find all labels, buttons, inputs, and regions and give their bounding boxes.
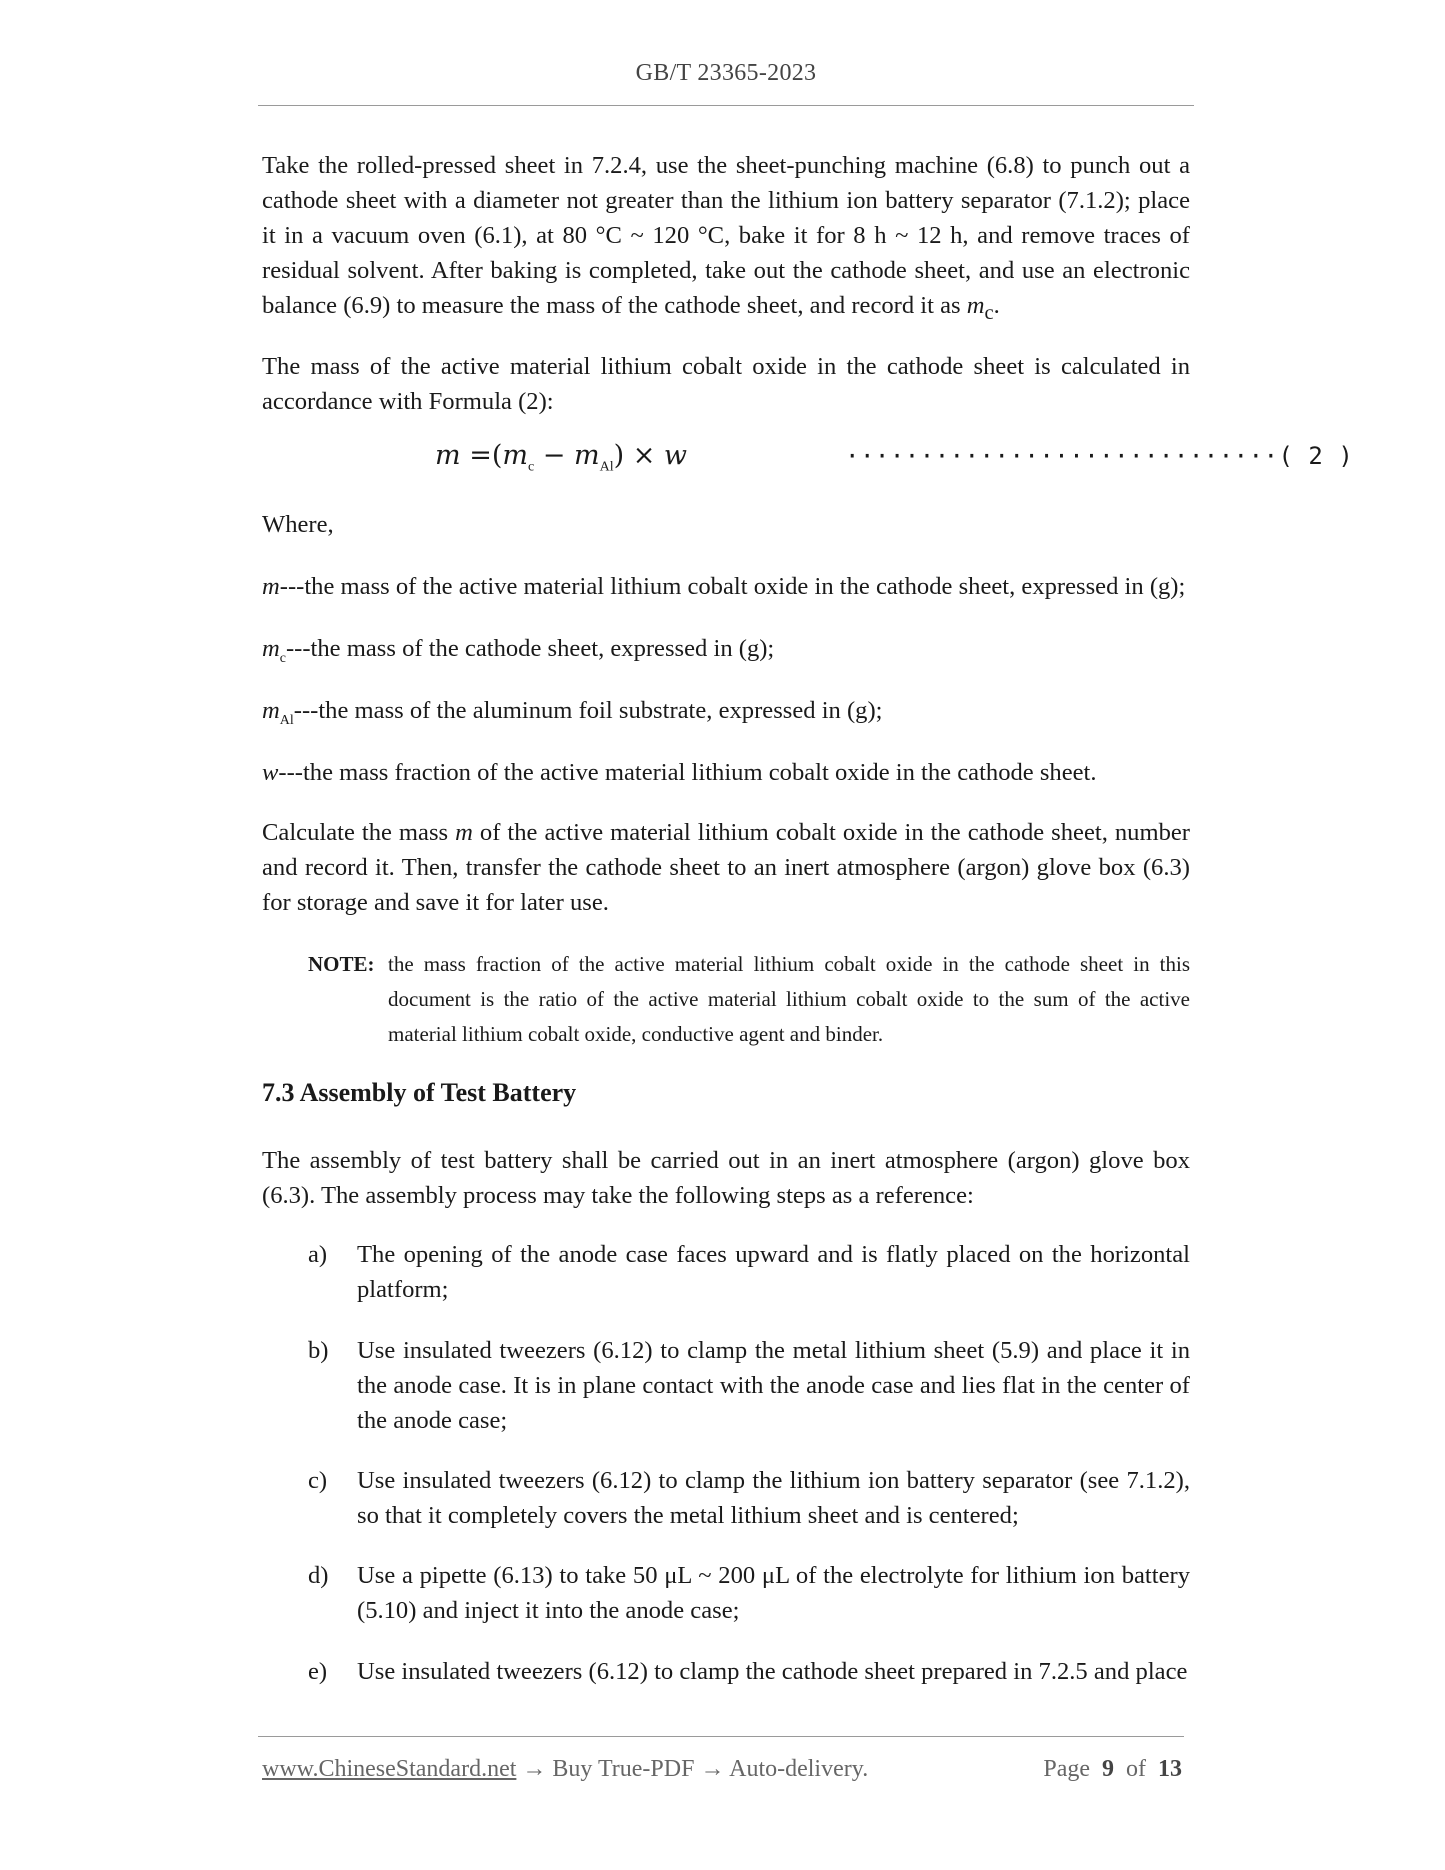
list-marker: e)	[308, 1658, 328, 1685]
list-text: The opening of the anode case faces upward and is flatly placed on the horizontal platform;	[357, 1241, 1190, 1303]
list-item	[308, 1463, 1190, 1533]
note-text: the mass fraction of the active material lithium cobalt oxide in the cathode sheet in this document is the ratio of the active material lithium cobalt oxide to the sum of the active material lithium cobalt oxide, conductive agent and binder.	[388, 952, 1190, 1046]
paragraph-assembly-intro: The assembly of test battery shall be carried out in an inert atmosphere (argon) glove box (6.3). The assembly process may take the following steps as a reference:	[262, 1147, 1190, 1209]
page-label: Page	[1043, 1756, 1090, 1782]
definition-item	[262, 631, 1202, 676]
definition-item	[262, 569, 1202, 614]
where-label: Where,	[262, 511, 334, 538]
paragraph-formula-intro: The mass of the active material lithium cobalt oxide in the cathode sheet is calculated in accordance with Formula (2):	[262, 353, 1190, 415]
list-text: Use insulated tweezers (6.12) to clamp the metal lithium sheet (5.9) and place it in the anode case. It is in plane contact with the anode case and lies flat in the center of the anode case;	[357, 1337, 1190, 1434]
symbol-m: m	[966, 292, 985, 319]
footer-tagline: → Buy True-PDF → Auto-delivery.	[516, 1756, 869, 1782]
formula-m: m	[435, 440, 461, 471]
formula-number: ·····························( 2 )	[845, 442, 1354, 470]
def-subscript: c	[279, 650, 286, 666]
paragraph-text: Take the rolled-pressed sheet in 7.2.4, use the sheet-punching machine (6.8) to punch out a cathode sheet with a diameter not greater than the lithium ion battery separator (7.1.2); place it in a vacuum oven (6.1), at 80 °C ~ 120 °C, bake it for 8 h ~ 12 h, and remove traces of residual solvent. After baking is completed, take out the cathode sheet, and use an electronic balance (6.9) to measure the mass of the cathode sheet, and record it as	[262, 152, 1190, 319]
paragraph-text: Calculate the mass	[262, 819, 449, 846]
formula-eq: =(	[460, 440, 503, 471]
formula-mal-sub: Al	[599, 459, 614, 475]
formula-mc: m	[502, 440, 528, 471]
formula-2	[435, 440, 687, 475]
paragraph-text: of the active material lithium cobalt oxide in the cathode sheet, number and record it. Then, transfer the cathode sheet to an inert atmosphere (argon) glove box (6.3) for storage and save it for later use.	[262, 819, 1190, 916]
page-total: 13	[1158, 1756, 1182, 1782]
definition-item	[262, 693, 1202, 738]
of-label: of	[1126, 1756, 1146, 1782]
page-footer	[262, 1756, 1182, 1783]
paragraph-calc-mass	[262, 815, 1190, 920]
page-number: 9	[1102, 1756, 1114, 1782]
list-text: Use insulated tweezers (6.12) to clamp the cathode sheet prepared in 7.2.5 and place	[357, 1658, 1188, 1685]
list-item	[308, 1237, 1190, 1307]
definition-item	[262, 755, 1202, 800]
formula-w: w	[663, 440, 688, 471]
formula-mal: m	[573, 440, 600, 471]
list-marker: c)	[308, 1467, 328, 1494]
def-text: ---the mass of the active material lithium cobalt oxide in the cathode sheet, expressed in (g);	[279, 573, 1186, 600]
formula-mc-sub: c	[527, 459, 535, 475]
def-symbol: m	[262, 573, 280, 600]
list-item	[308, 1558, 1190, 1628]
formula-minus: −	[534, 440, 574, 471]
site-link[interactable]: www.ChineseStandard.net	[262, 1756, 517, 1782]
list-item	[308, 1654, 1190, 1689]
def-subscript: Al	[279, 712, 294, 728]
paragraph-bake-cathode	[262, 148, 1190, 331]
page-indicator	[1043, 1756, 1182, 1783]
def-symbol: m	[262, 635, 280, 662]
header-divider	[258, 105, 1194, 106]
page-header-doc-code: GB/T 23365-2023	[635, 60, 817, 86]
section-heading: 7.3 Assembly of Test Battery	[262, 1078, 577, 1107]
paragraph-end: .	[993, 292, 1000, 319]
def-symbol: w	[262, 759, 279, 786]
list-marker: b)	[308, 1337, 329, 1364]
def-text: ---the mass fraction of the active material lithium cobalt oxide in the cathode sheet.	[278, 759, 1097, 786]
list-item	[308, 1333, 1190, 1438]
list-text: Use insulated tweezers (6.12) to clamp the lithium ion battery separator (see 7.1.2), so that it completely covers the metal lithium sheet and is centered;	[357, 1467, 1190, 1529]
symbol-subscript: c	[984, 301, 994, 324]
footer-divider	[258, 1736, 1184, 1737]
list-text: Use a pipette (6.13) to take 50 μL ~ 200 μL of the electrolyte for lithium ion battery (5.10) and inject it into the anode case;	[357, 1562, 1190, 1624]
note-label: NOTE:	[308, 952, 375, 976]
def-symbol: m	[262, 697, 280, 724]
list-marker: d)	[308, 1562, 329, 1589]
list-marker: a)	[308, 1241, 328, 1268]
def-text: ---the mass of the aluminum foil substrate, expressed in (g);	[293, 697, 883, 724]
def-text: ---the mass of the cathode sheet, expressed in (g);	[285, 635, 775, 662]
note-block	[308, 947, 1190, 1052]
formula-close-times: ) ×	[613, 440, 664, 471]
symbol-m: m	[455, 819, 473, 846]
